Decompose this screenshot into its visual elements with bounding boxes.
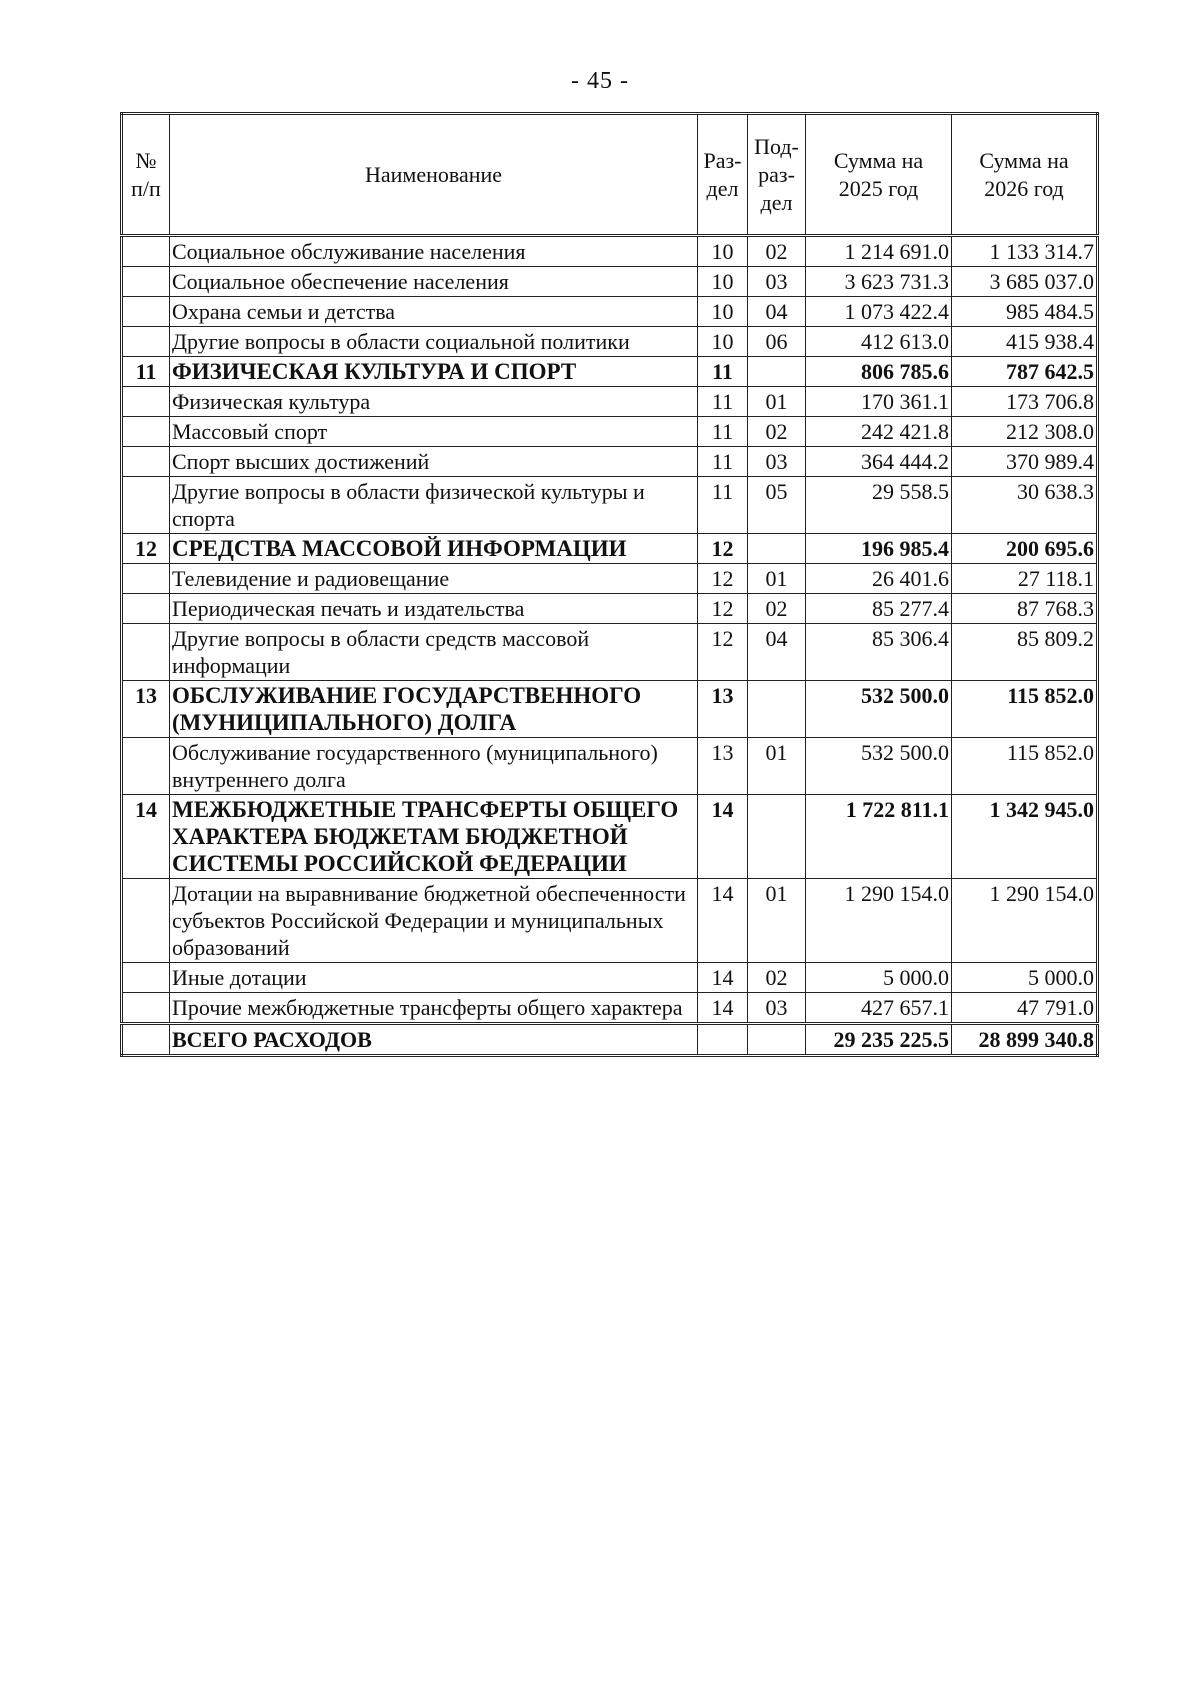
row-amount-2026: 1 342 945.0 bbox=[952, 795, 1098, 879]
header-amount-2025-line1: Сумма на bbox=[833, 147, 924, 173]
row-subsection bbox=[748, 681, 806, 738]
header-amount-2026-line2: 2026 год bbox=[984, 175, 1064, 201]
total-section bbox=[698, 1024, 748, 1056]
row-subsection: 03 bbox=[748, 267, 806, 297]
row-num: 13 bbox=[122, 681, 170, 738]
row-amount-2026: 115 852.0 bbox=[952, 681, 1098, 738]
row-section: 14 bbox=[698, 795, 748, 879]
row-section: 13 bbox=[698, 681, 748, 738]
row-section: 13 bbox=[698, 738, 748, 795]
section-row bbox=[122, 681, 1098, 738]
row-name: Спорт высших достижений bbox=[170, 447, 698, 477]
row-amount-2025: 412 613.0 bbox=[806, 327, 952, 357]
header-section-line1: Раз- bbox=[703, 147, 742, 173]
header-subsection-line2: раз- bbox=[758, 161, 795, 187]
table-row bbox=[122, 738, 1098, 795]
row-name: Социальное обеспечение населения bbox=[170, 267, 698, 297]
row-num bbox=[122, 624, 170, 681]
row-subsection: 06 bbox=[748, 327, 806, 357]
row-amount-2025: 242 421.8 bbox=[806, 417, 952, 447]
table-row bbox=[122, 993, 1098, 1024]
table-body bbox=[122, 236, 1098, 1056]
row-section: 14 bbox=[698, 993, 748, 1024]
table-row bbox=[122, 963, 1098, 993]
row-amount-2025: 170 361.1 bbox=[806, 387, 952, 417]
row-subsection: 03 bbox=[748, 447, 806, 477]
row-amount-2025: 1 290 154.0 bbox=[806, 879, 952, 963]
table-row bbox=[122, 879, 1098, 963]
table-header bbox=[122, 114, 1098, 236]
row-name: Другие вопросы в области социальной политики bbox=[170, 327, 698, 357]
header-name: Наименование bbox=[170, 114, 698, 236]
row-amount-2025: 1 722 811.1 bbox=[806, 795, 952, 879]
row-subsection: 02 bbox=[748, 236, 806, 267]
row-subsection: 02 bbox=[748, 417, 806, 447]
row-amount-2025: 1 214 691.0 bbox=[806, 236, 952, 267]
header-amount-2026 bbox=[952, 114, 1098, 236]
total-label: ВСЕГО РАСХОДОВ bbox=[170, 1024, 698, 1056]
row-name: Другие вопросы в области средств массовой информации bbox=[170, 624, 698, 681]
row-amount-2025: 29 558.5 bbox=[806, 477, 952, 534]
row-amount-2026: 787 642.5 bbox=[952, 357, 1098, 387]
header-amount-2026-line1: Сумма на bbox=[979, 147, 1069, 173]
row-amount-2025: 806 785.6 bbox=[806, 357, 952, 387]
total-row bbox=[122, 1024, 1098, 1056]
table-row bbox=[122, 297, 1098, 327]
table-row bbox=[122, 417, 1098, 447]
row-amount-2026: 415 938.4 bbox=[952, 327, 1098, 357]
row-section: 11 bbox=[698, 447, 748, 477]
row-amount-2026: 47 791.0 bbox=[952, 993, 1098, 1024]
row-subsection: 01 bbox=[748, 387, 806, 417]
row-name: Периодическая печать и издательства bbox=[170, 594, 698, 624]
page-number: - 45 - bbox=[571, 68, 629, 94]
row-num bbox=[122, 477, 170, 534]
row-section: 12 bbox=[698, 534, 748, 564]
row-subsection bbox=[748, 534, 806, 564]
row-name: Обслуживание государственного (муниципального) внутреннего долга bbox=[170, 738, 698, 795]
row-name: Телевидение и радиовещание bbox=[170, 564, 698, 594]
row-amount-2025: 196 985.4 bbox=[806, 534, 952, 564]
row-subsection bbox=[748, 795, 806, 879]
row-subsection bbox=[748, 357, 806, 387]
row-amount-2025: 85 306.4 bbox=[806, 624, 952, 681]
table-row bbox=[122, 267, 1098, 297]
row-subsection: 03 bbox=[748, 993, 806, 1024]
row-section: 10 bbox=[698, 297, 748, 327]
row-amount-2026: 985 484.5 bbox=[952, 297, 1098, 327]
budget-table bbox=[120, 112, 1099, 1057]
header-num bbox=[122, 114, 170, 236]
row-amount-2026: 85 809.2 bbox=[952, 624, 1098, 681]
row-name: Дотации на выравнивание бюджетной обеспеченности субъектов Российской Федерации и муниципальных образований bbox=[170, 879, 698, 963]
row-name: ОБСЛУЖИВАНИЕ ГОСУДАРСТВЕННОГО (МУНИЦИПАЛЬНОГО) ДОЛГА bbox=[170, 681, 698, 738]
table-row bbox=[122, 327, 1098, 357]
row-section: 11 bbox=[698, 477, 748, 534]
row-num bbox=[122, 738, 170, 795]
total-subsection bbox=[748, 1024, 806, 1056]
row-amount-2025: 364 444.2 bbox=[806, 447, 952, 477]
row-amount-2025: 5 000.0 bbox=[806, 963, 952, 993]
row-section: 11 bbox=[698, 357, 748, 387]
total-amount-2026: 28 899 340.8 bbox=[952, 1024, 1098, 1056]
row-name: ФИЗИЧЕСКАЯ КУЛЬТУРА И СПОРТ bbox=[170, 357, 698, 387]
header-subsection bbox=[748, 114, 806, 236]
total-num bbox=[122, 1024, 170, 1056]
row-num bbox=[122, 267, 170, 297]
row-num bbox=[122, 879, 170, 963]
row-subsection: 01 bbox=[748, 738, 806, 795]
row-amount-2026: 173 706.8 bbox=[952, 387, 1098, 417]
header-subsection-line1: Под- bbox=[754, 133, 799, 159]
row-section: 14 bbox=[698, 879, 748, 963]
header-section-line2: дел bbox=[706, 175, 739, 201]
row-num bbox=[122, 993, 170, 1024]
row-num bbox=[122, 327, 170, 357]
row-num: 14 bbox=[122, 795, 170, 879]
row-num bbox=[122, 447, 170, 477]
row-name: Физическая культура bbox=[170, 387, 698, 417]
row-amount-2026: 3 685 037.0 bbox=[952, 267, 1098, 297]
row-amount-2025: 532 500.0 bbox=[806, 681, 952, 738]
row-amount-2026: 1 133 314.7 bbox=[952, 236, 1098, 267]
table-row bbox=[122, 624, 1098, 681]
row-amount-2025: 3 623 731.3 bbox=[806, 267, 952, 297]
row-num bbox=[122, 236, 170, 267]
row-amount-2025: 85 277.4 bbox=[806, 594, 952, 624]
section-row bbox=[122, 534, 1098, 564]
row-name: Иные дотации bbox=[170, 963, 698, 993]
row-subsection: 04 bbox=[748, 624, 806, 681]
header-section bbox=[698, 114, 748, 236]
row-num bbox=[122, 417, 170, 447]
row-amount-2025: 532 500.0 bbox=[806, 738, 952, 795]
row-num bbox=[122, 963, 170, 993]
row-amount-2026: 5 000.0 bbox=[952, 963, 1098, 993]
row-subsection: 04 bbox=[748, 297, 806, 327]
row-amount-2025: 427 657.1 bbox=[806, 993, 952, 1024]
table-row bbox=[122, 594, 1098, 624]
row-section: 12 bbox=[698, 564, 748, 594]
row-subsection: 01 bbox=[748, 564, 806, 594]
row-amount-2025: 1 073 422.4 bbox=[806, 297, 952, 327]
row-section: 11 bbox=[698, 417, 748, 447]
row-amount-2026: 1 290 154.0 bbox=[952, 879, 1098, 963]
row-name: Другие вопросы в области физической культуры и спорта bbox=[170, 477, 698, 534]
section-row bbox=[122, 795, 1098, 879]
row-amount-2026: 87 768.3 bbox=[952, 594, 1098, 624]
row-num: 11 bbox=[122, 357, 170, 387]
row-num bbox=[122, 594, 170, 624]
row-num: 12 bbox=[122, 534, 170, 564]
row-num bbox=[122, 387, 170, 417]
header-num-line1: № bbox=[135, 147, 157, 173]
row-name: СРЕДСТВА МАССОВОЙ ИНФОРМАЦИИ bbox=[170, 534, 698, 564]
section-row bbox=[122, 357, 1098, 387]
row-name: Социальное обслуживание населения bbox=[170, 236, 698, 267]
header-subsection-line3: дел bbox=[760, 189, 793, 215]
row-amount-2026: 200 695.6 bbox=[952, 534, 1098, 564]
row-name: Охрана семьи и детства bbox=[170, 297, 698, 327]
row-name: Прочие межбюджетные трансферты общего характера bbox=[170, 993, 698, 1024]
total-amount-2025: 29 235 225.5 bbox=[806, 1024, 952, 1056]
row-section: 10 bbox=[698, 267, 748, 297]
row-section: 10 bbox=[698, 327, 748, 357]
row-section: 12 bbox=[698, 624, 748, 681]
table-row bbox=[122, 447, 1098, 477]
row-subsection: 02 bbox=[748, 594, 806, 624]
row-amount-2026: 212 308.0 bbox=[952, 417, 1098, 447]
row-subsection: 02 bbox=[748, 963, 806, 993]
row-amount-2025: 26 401.6 bbox=[806, 564, 952, 594]
table-row bbox=[122, 236, 1098, 267]
row-section: 11 bbox=[698, 387, 748, 417]
row-subsection: 01 bbox=[748, 879, 806, 963]
row-amount-2026: 27 118.1 bbox=[952, 564, 1098, 594]
header-num-line2: п/п bbox=[131, 175, 161, 201]
row-name: Массовый спорт bbox=[170, 417, 698, 447]
row-section: 10 bbox=[698, 236, 748, 267]
row-num bbox=[122, 564, 170, 594]
table-row bbox=[122, 477, 1098, 534]
header-amount-2025 bbox=[806, 114, 952, 236]
table-row bbox=[122, 387, 1098, 417]
row-name: МЕЖБЮДЖЕТНЫЕ ТРАНСФЕРТЫ ОБЩЕГО ХАРАКТЕРА БЮДЖЕТАМ БЮДЖЕТНОЙ СИСТЕМЫ РОССИЙСКОЙ ФЕДЕРАЦИИ bbox=[170, 795, 698, 879]
row-section: 14 bbox=[698, 963, 748, 993]
row-amount-2026: 370 989.4 bbox=[952, 447, 1098, 477]
row-num bbox=[122, 297, 170, 327]
table-row bbox=[122, 564, 1098, 594]
header-amount-2025-line2: 2025 год bbox=[838, 175, 919, 201]
row-section: 12 bbox=[698, 594, 748, 624]
row-subsection: 05 bbox=[748, 477, 806, 534]
row-amount-2026: 30 638.3 bbox=[952, 477, 1098, 534]
row-amount-2026: 115 852.0 bbox=[952, 738, 1098, 795]
